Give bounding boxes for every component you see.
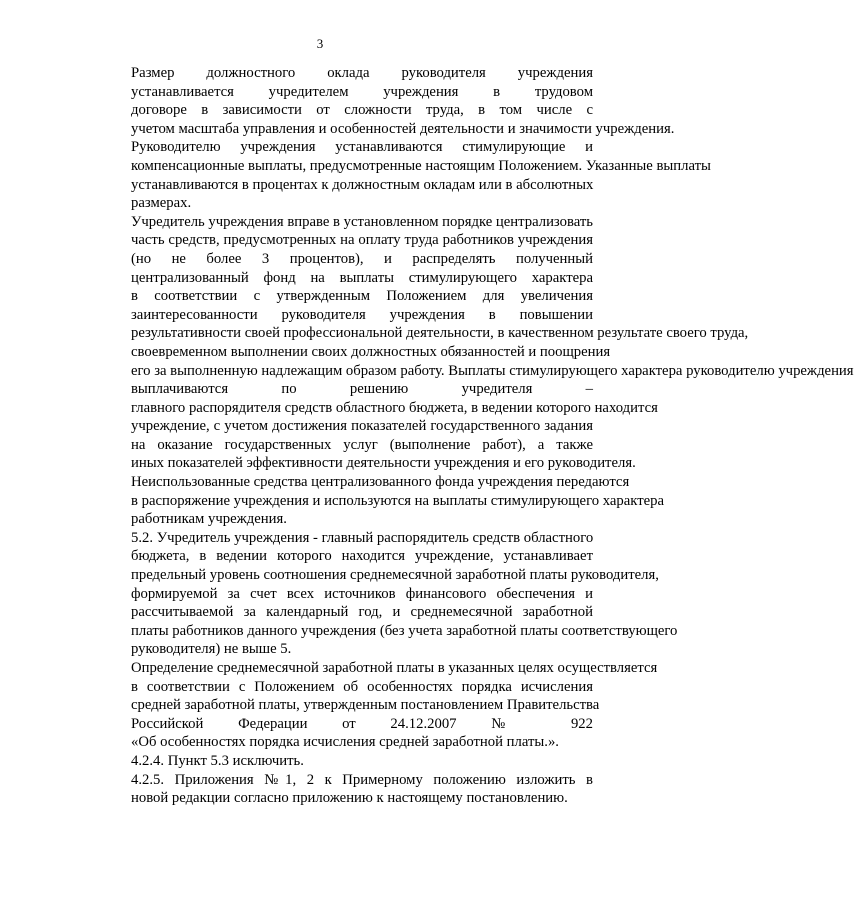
text-line: заинтересованности руководителя учреждения в повышении <box>131 306 593 323</box>
text-line: новой редакции согласно приложению к настоящему постановлению. <box>131 790 568 807</box>
paragraph-p3 <box>91 213 854 473</box>
text-line: руководителя) не выше 5. <box>131 641 292 658</box>
text-line: средней заработной платы, утвержденным постановлением Правительства <box>131 697 600 714</box>
document-body <box>91 64 854 808</box>
paragraph-p2 <box>91 138 711 212</box>
text-line: размерах. <box>131 195 192 212</box>
paragraph-p7 <box>91 752 593 771</box>
text-line: главного распорядителя средств областного бюджета, в ведении которого находится <box>131 399 658 416</box>
text-line: 4.2.5. Приложения №1, 2 к Примерному положению изложить в <box>131 771 593 788</box>
paragraph-p8 <box>91 771 593 808</box>
text-line: компенсационные выплаты, предусмотренные настоящим Положением. Указанные выплаты <box>131 157 711 174</box>
text-line: его за выполненную надлежащим образом работу. Выплаты стимулирующего характера руководителю учреждения <box>131 362 854 379</box>
text-line: выплачиваются по решению учредителя – <box>131 381 593 398</box>
text-line: 5.2. Учредитель учреждения - главный распорядитель средств областного <box>131 529 594 546</box>
text-line: централизованный фонд на выплаты стимулирующего характера <box>131 269 593 286</box>
text-line: 4.2.4. Пункт 5.3 исключить. <box>131 752 304 769</box>
text-line: результативности своей профессиональной деятельности, в качественном результате своего труда, <box>131 325 749 342</box>
text-line: бюджета, в ведении которого находится учреждение, устанавливает <box>131 548 593 565</box>
text-line: «Об особенностях порядка исчисления средней заработной платы.». <box>131 734 559 751</box>
text-line: Неиспользованные средства централизованного фонда учреждения передаются <box>131 474 630 491</box>
paragraph-p1 <box>91 64 675 138</box>
text-line: платы работников данного учреждения (без учета заработной платы соответствующего <box>131 622 678 639</box>
text-line: предельный уровень соотношения среднемесячной заработной платы руководителя, <box>131 567 659 584</box>
text-line: работникам учреждения. <box>131 511 287 528</box>
paragraph-p5 <box>91 529 678 659</box>
page-number: 3 <box>316 36 324 51</box>
text-line: на оказание государственных услуг (выполнение работ), а также <box>131 436 593 453</box>
text-line: (но не более 3 процентов), и распределять полученный <box>131 250 593 267</box>
paragraph-p4 <box>91 473 665 529</box>
text-line: рассчитываемой за календарный год, и среднемесячной заработной <box>131 604 593 621</box>
text-line: договоре в зависимости от сложности труда, в том числе с <box>131 102 593 119</box>
paragraph-p6 <box>91 659 658 752</box>
text-line: формируемой за счет всех источников финансового обеспечения и <box>131 585 593 602</box>
text-line: Размер должностного оклада руководителя учреждения <box>131 65 593 81</box>
text-line: своевременном выполнении своих должностных обязанностей и поощрения <box>131 343 611 360</box>
text-line: устанавливаются в процентах к должностным окладам или в абсолютных <box>131 176 594 193</box>
text-line: часть средств, предусмотренных на оплату труда работников учреждения <box>131 232 593 249</box>
text-line: в соответствии с Положением об особенностях порядка исчисления <box>131 678 593 695</box>
text-line: Определение среднемесячной заработной платы в указанных целях осуществляется <box>131 660 658 676</box>
text-line: Российской Федерации от 24.12.2007 № 922 <box>131 715 593 732</box>
text-line: в соответствии с утвержденным Положением для увеличения <box>131 288 593 305</box>
text-line: в распоряжение учреждения и используются на выплаты стимулирующего характера <box>131 492 665 509</box>
text-line: учреждение, с учетом достижения показателей государственного задания <box>131 418 593 435</box>
text-line: Учредитель учреждения вправе в установленном порядке централизовать <box>131 213 593 230</box>
text-line: учетом масштаба управления и особенностей деятельности и значимости учреждения. <box>131 120 675 137</box>
text-line: Руководителю учреждения устанавливаются стимулирующие и <box>131 139 593 156</box>
text-line: иных показателей эффективности деятельности учреждения и его руководителя. <box>131 455 636 472</box>
text-line: устанавливается учредителем учреждения в трудовом <box>131 83 593 100</box>
